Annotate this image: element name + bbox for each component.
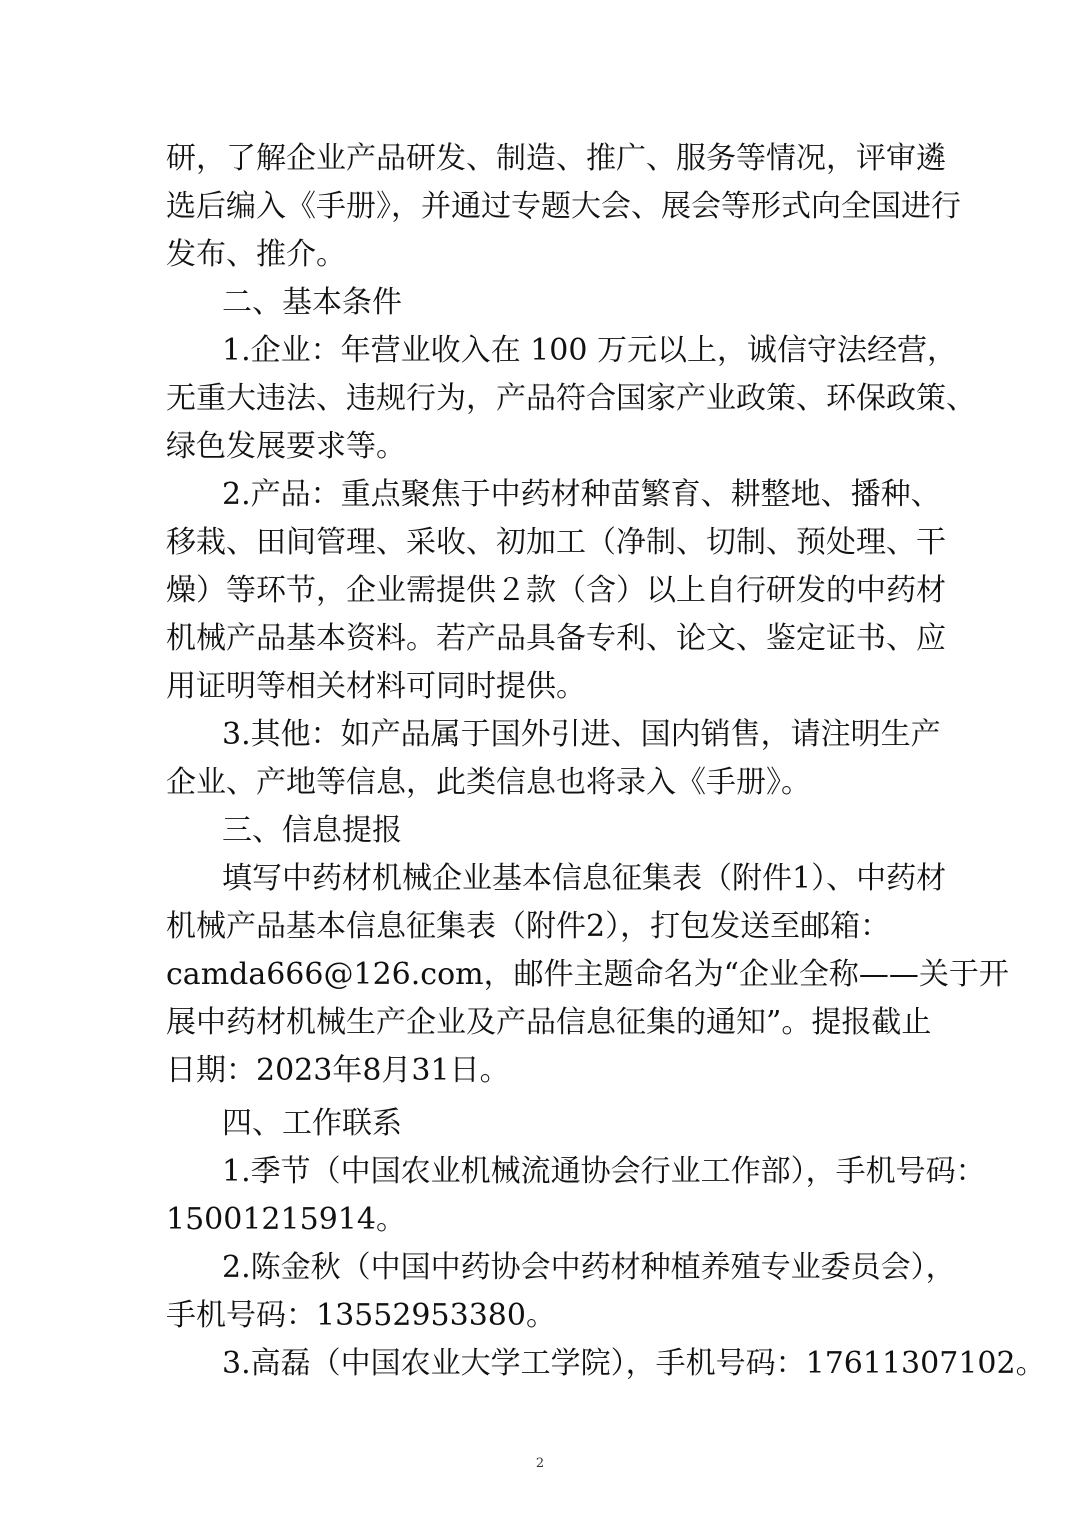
condition-other-line-2: 企业、产地等信息，此类信息也将录入《手册》。 bbox=[166, 765, 811, 800]
submission-line-2: 机械产品基本信息征集表（附件2），打包发送至邮箱： bbox=[166, 909, 891, 944]
contact-1-line-2: 15001215914。 bbox=[166, 1202, 406, 1237]
condition-product-line-1: 2.产品：重点聚焦于中药材种苗繁育、耕整地、播种、 bbox=[222, 477, 941, 512]
condition-other-line-1: 3.其他：如产品属于国外引进、国内销售，请注明生产 bbox=[222, 717, 941, 752]
intro-line-2: 选后编入《手册》，并通过专题大会、展会等形式向全国进行 bbox=[166, 189, 961, 224]
condition-product-line-2: 移栽、田间管理、采收、初加工（净制、切制、预处理、干 bbox=[166, 525, 946, 560]
intro-line-1: 研，了解企业产品研发、制造、推广、服务等情况，评审遴 bbox=[166, 141, 946, 176]
section-heading-basic-conditions: 二、基本条件 bbox=[222, 285, 402, 320]
contact-2-line-1: 2.陈金秋（中国中药协会中药材种植养殖专业委员会）， bbox=[222, 1250, 956, 1285]
submission-line-5: 日期：2023年8月31日。 bbox=[166, 1053, 510, 1088]
condition-product-line-5: 用证明等相关材料可同时提供。 bbox=[166, 669, 586, 704]
submission-line-4: 展中药材机械生产企业及产品信息征集的通知”。提报截止 bbox=[166, 1005, 932, 1040]
contact-2-line-2: 手机号码：13552953380。 bbox=[166, 1298, 556, 1333]
section-heading-work-contact: 四、工作联系 bbox=[222, 1106, 402, 1141]
condition-enterprise-line-1: 1.企业：年营业收入在 100 万元以上，诚信守法经营， bbox=[222, 333, 957, 368]
contact-1-line-1: 1.季节（中国农业机械流通协会行业工作部），手机号码： bbox=[222, 1154, 986, 1189]
section-heading-info-submission: 三、信息提报 bbox=[222, 813, 402, 848]
page-number: 2 bbox=[535, 1456, 545, 1471]
submission-line-1: 填写中药材机械企业基本信息征集表（附件1）、中药材 bbox=[222, 861, 947, 896]
submission-line-3: camda666@126.com，邮件主题命名为“企业全称——关于开 bbox=[166, 957, 1009, 992]
condition-enterprise-line-3: 绿色发展要求等。 bbox=[166, 429, 406, 464]
contact-3-line-1: 3.高磊（中国农业大学工学院），手机号码：17611307102。 bbox=[222, 1346, 1046, 1381]
condition-enterprise-line-2: 无重大违法、违规行为，产品符合国家产业政策、环保政策、 bbox=[166, 381, 976, 416]
condition-product-line-3: 燥）等环节，企业需提供２款（含）以上自行研发的中药材 bbox=[166, 573, 946, 608]
intro-line-3: 发布、推介。 bbox=[166, 237, 346, 272]
condition-product-line-4: 机械产品基本资料。若产品具备专利、论文、鉴定证书、应 bbox=[166, 621, 946, 656]
